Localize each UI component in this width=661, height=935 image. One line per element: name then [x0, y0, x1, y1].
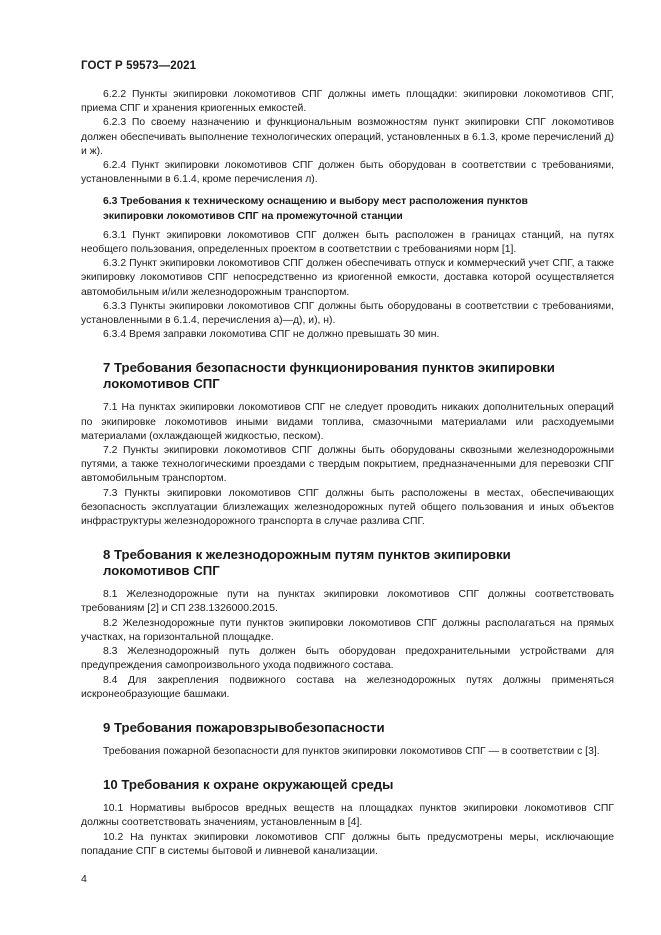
- paragraph: 10.1 Нормативы выбросов вредных веществ на площадках пунктов экипировки локомотивов СПГ должны соответствовать значениям, установленным в [4].: [81, 803, 614, 829]
- paragraph: 7.2 Пункты экипировки локомотивов СПГ должны быть оборудованы сквозными железнодорожными путями, а также технологическими проездами с твердым покрытием, предназначенными для перевозки СПГ автомобильным транспортом.: [81, 445, 614, 485]
- paragraph: 8.1 Железнодорожные пути на пунктах экипировки локомотивов СПГ должны соответствовать требованиям [2] и СП 238.1326000.2015.: [81, 589, 614, 615]
- paragraph: 8.4 Для закрепления подвижного состава на железнодорожных путях должны применяться искронеобразующие башмаки.: [81, 674, 614, 700]
- section-heading: [81, 720, 614, 736]
- section-heading: [81, 360, 614, 392]
- document-body: [81, 88, 614, 859]
- paragraph: 6.3.4 Время заправки локомотива СПГ не должно превышать 30 мин.: [103, 329, 440, 341]
- paragraph: 8.3 Железнодорожный путь должен быть оборудован предохранительными устройствами для предупреждения самопроизвольного ухода подвижного состава.: [81, 646, 614, 672]
- paragraph: 7.3 Пункты экипировки локомотивов СПГ должны быть расположены в местах, обеспечивающих безопасность эксплуатации близлежащих железнодорожных путей общего пользования и иных объектов инфраструктуры железнодорожного транспорта в случае разлива СПГ.: [81, 487, 614, 528]
- subsection-heading: [81, 195, 614, 223]
- paragraph: 8.2 Железнодорожные пути пунктов экипировки локомотивов СПГ должны располагаться на прямых участках, на горизонтальной площадке.: [81, 617, 614, 643]
- heading-line: 8 Требования к железнодорожным путям пунктов экипировки: [103, 547, 511, 563]
- paragraph: 6.3.1 Пункт экипировки локомотивов СПГ должен быть расположен в границах станций, на путях необщего пользования, определенных проектом в соответствии с требованиями норм [1].: [81, 229, 614, 256]
- document-header: ГОСТ Р 59573—2021: [81, 60, 197, 72]
- paragraph: 6.2.2 Пункты экипировки локомотивов СПГ должны иметь площадки: экипировки локомотивов СПГ, приема СПГ и хранения криогенных емкостей.: [81, 89, 614, 115]
- heading-line: локомотивов СПГ: [103, 376, 220, 392]
- paragraph: 6.3.3 Пункты экипировки локомотивов СПГ должны быть оборудованы в соответствии с требованиями, установленными в 6.1.4, перечисления а)—д), и), н).: [81, 300, 614, 327]
- heading-line: 6.3 Требования к техническому оснащению и выбору мест расположения пунктов: [103, 196, 528, 208]
- page-number: 4: [81, 873, 87, 885]
- heading-line: локомотивов СПГ: [103, 563, 220, 579]
- paragraph: 6.2.4 Пункт экипировки локомотивов СПГ должен быть оборудован в соответствии с требованиями, установленными в 6.1.4, кроме перечисления л).: [81, 160, 614, 186]
- paragraph: Требования пожарной безопасности для пунктов экипировки локомотивов СПГ — в соответствии с [3].: [103, 745, 600, 757]
- heading-line: 9 Требования пожаровзрывобезопасности: [103, 719, 385, 735]
- section-heading: [81, 777, 614, 793]
- section-heading: [81, 547, 614, 579]
- heading-line: экипировки локомотивов СПГ на промежуточной станции: [103, 210, 403, 222]
- paragraph: 7.1 На пунктах экипировки локомотивов СПГ не следует проводить никаких дополнительных операций по экипировке локомотивов иными видами топлива, смазочными материалами или расходуемыми материалами (охлаждающей жидкостью, песком).: [81, 402, 614, 442]
- paragraph: 10.2 На пунктах экипировки локомотивов СПГ должны быть предусмотрены меры, исключающие попадание СПГ в системы бытовой и ливневой канализации.: [81, 831, 614, 857]
- heading-line: 7 Требования безопасности функционирования пунктов экипировки: [103, 360, 555, 376]
- heading-line: 10 Требования к охране окружающей среды: [103, 777, 394, 793]
- paragraph: 6.2.3 По своему назначению и функциональным возможностям пункт экипировки СПГ локомотивов должен обеспечивать выполнение технологических операций, установленных в 6.1.3, кроме перечислений д) и ж).: [81, 117, 614, 157]
- paragraph: 6.3.2 Пункт экипировки локомотивов СПГ должен обеспечивать отпуск и коммерческий учет СПГ, а также экипировку локомотивов СПГ непосредственно из криогенной емкости, доставка которой осуществляется автомобильным и/или железнодорожным транспортом.: [81, 258, 614, 298]
